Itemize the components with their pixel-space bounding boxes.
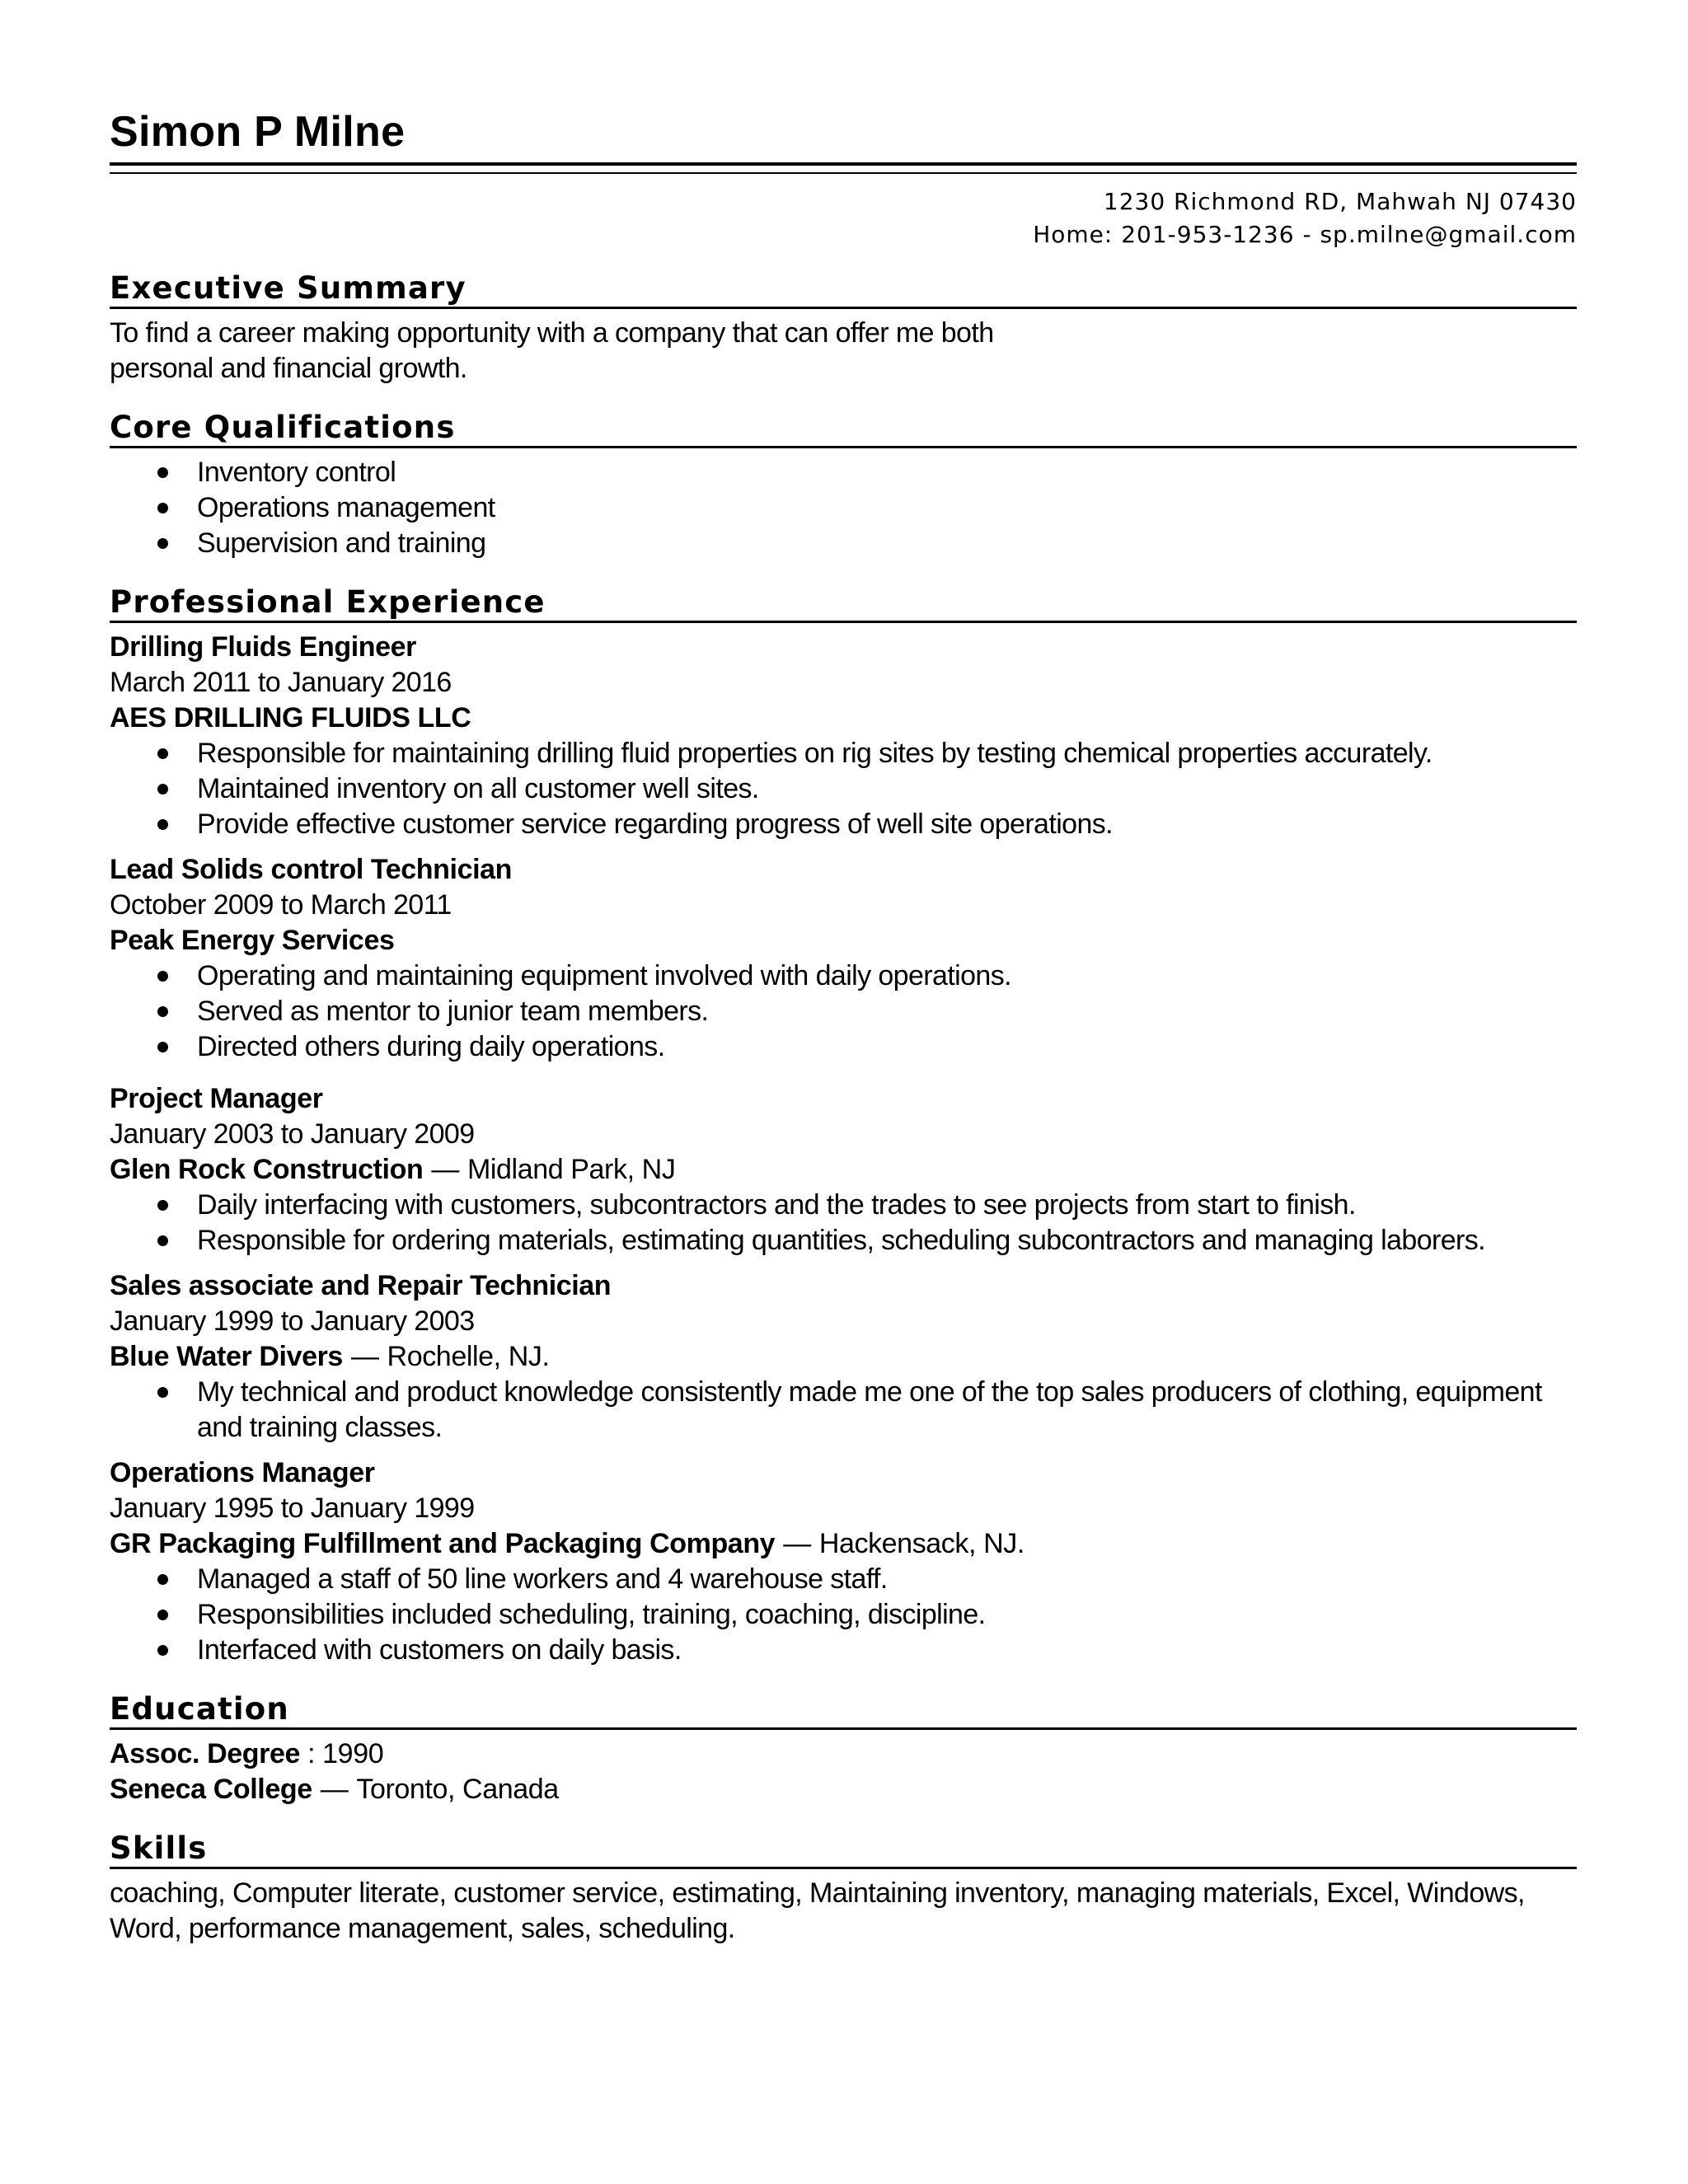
job-company: Blue Water Divers [110, 1341, 343, 1372]
contact-block [1033, 185, 1577, 251]
job-title: Drilling Fluids Engineer [110, 631, 416, 663]
bullet-icon [157, 467, 168, 478]
list-item-text: My technical and product knowledge consistently made me one of the top sales producers of clothing, equipment and training classes. [197, 1376, 1542, 1443]
job-bullets [110, 1188, 1577, 1258]
education-degree: Assoc. Degree [110, 1738, 301, 1769]
list-item [197, 1029, 1577, 1065]
education-heading: Education [110, 1691, 1577, 1730]
bullet-icon [157, 1006, 168, 1017]
education-school-line [110, 1772, 1577, 1807]
job-company-line [110, 1526, 1577, 1562]
job-dates: January 2003 to January 2009 [110, 1118, 475, 1150]
experience-heading: Professional Experience [110, 584, 1577, 623]
job-dates: March 2011 to January 2016 [110, 667, 452, 698]
job-company-line [110, 701, 1577, 736]
job-entry [110, 1081, 1577, 1258]
summary-section [110, 270, 1577, 387]
skills-section [110, 1830, 1577, 1947]
job-company-line [110, 1152, 1577, 1188]
job-company: AES DRILLING FLUIDS LLC [110, 702, 471, 733]
skills-text: coaching, Computer literate, customer service, estimating, Maintaining inventory, managing materials, Excel, Windows, Word, performance management, sales, scheduling. [110, 1877, 1525, 1944]
bullet-icon [157, 1574, 168, 1585]
job-company-dash: — [350, 1341, 379, 1372]
education-degree-separator: : [300, 1738, 323, 1769]
contact-address: 1230 Richmond RD, Mahwah NJ 07430 [1103, 188, 1577, 215]
job-company: Glen Rock Construction [110, 1154, 424, 1185]
education-year: 1990 [322, 1738, 384, 1769]
job-dates: January 1995 to January 1999 [110, 1493, 475, 1524]
list-item-text: Maintained inventory on all customer well sites. [197, 773, 759, 804]
list-item-text: Responsibilities included scheduling, training, coaching, discipline. [197, 1599, 986, 1630]
list-item-text: Operating and maintaining equipment involved with daily operations. [197, 960, 1011, 991]
summary-heading: Executive Summary [110, 270, 1577, 309]
list-item-text: Served as mentor to junior team members. [197, 996, 709, 1027]
job-location: Rochelle, NJ. [387, 1341, 550, 1372]
experience-section [110, 584, 1577, 1668]
list-item [197, 994, 1577, 1029]
bullet-icon [157, 1387, 168, 1398]
list-item-text: Daily interfacing with customers, subcontractors and the trades to see projects from start to finish. [197, 1189, 1356, 1221]
job-location: Hackensack, NJ. [818, 1528, 1025, 1559]
bullet-icon [157, 971, 168, 982]
bullet-icon [157, 538, 168, 549]
bullet-icon [157, 819, 168, 830]
header-rule-thin [110, 172, 1577, 174]
job-bullets [110, 1562, 1577, 1668]
bullet-icon [157, 1645, 168, 1656]
list-item-text: Provide effective customer service regarding progress of well site operations. [197, 808, 1114, 840]
list-item-text: Managed a staff of 50 line workers and 4 warehouse staff. [197, 1563, 888, 1595]
job-entry [110, 630, 1577, 842]
education-degree-line [110, 1736, 1577, 1772]
list-item-text: Inventory control [197, 457, 396, 488]
job-bullets [110, 958, 1577, 1065]
list-item-text: Supervision and training [197, 527, 486, 559]
job-title: Project Manager [110, 1083, 323, 1114]
list-item-text: Interfaced with customers on daily basis. [197, 1634, 682, 1666]
list-item [197, 1188, 1577, 1223]
list-item [197, 1633, 1577, 1668]
education-location: Toronto, Canada [356, 1774, 559, 1805]
qualifications-list [110, 455, 1577, 561]
list-item [197, 771, 1577, 807]
contact-phone-email: Home: 201-953-1236 - sp.milne@gmail.com [1033, 221, 1577, 248]
bullet-icon [157, 503, 168, 513]
education-section [110, 1691, 1577, 1807]
bullet-icon [157, 1235, 168, 1246]
list-item-text: Responsible for ordering materials, estimating quantities, scheduling subcontractors and managing laborers. [197, 1225, 1486, 1256]
bullet-icon [157, 1610, 168, 1620]
job-company-dash: — [783, 1528, 811, 1559]
summary-text: To find a career making opportunity with a company that can offer me both personal and financial growth. [110, 317, 994, 384]
list-item-text: Responsible for maintaining drilling fluid properties on rig sites by testing chemical properties accurately. [197, 738, 1432, 769]
list-item [197, 455, 1577, 490]
job-dates: October 2009 to March 2011 [110, 889, 452, 921]
list-item [197, 490, 1577, 526]
qualifications-section [110, 410, 1577, 561]
qualifications-heading: Core Qualifications [110, 410, 1577, 448]
job-entry [110, 1455, 1577, 1668]
bullet-icon [157, 748, 168, 759]
bullet-icon [157, 1042, 168, 1052]
skills-heading: Skills [110, 1830, 1577, 1869]
job-title: Sales associate and Repair Technician [110, 1270, 612, 1301]
resume-name: Simon P Milne [110, 108, 406, 156]
list-item-text: Directed others during daily operations. [197, 1031, 665, 1062]
list-item [197, 807, 1577, 842]
resume-content [110, 270, 1577, 1970]
job-title: Operations Manager [110, 1457, 375, 1488]
list-item [197, 526, 1577, 561]
education-school: Seneca College [110, 1774, 312, 1805]
job-dates: January 1999 to January 2003 [110, 1305, 475, 1337]
list-item [197, 1562, 1577, 1597]
list-item-text: Operations management [197, 492, 495, 523]
job-location: Midland Park, NJ [467, 1154, 676, 1185]
bullet-icon [157, 1200, 168, 1211]
job-company-dash: — [431, 1154, 459, 1185]
list-item [197, 1223, 1577, 1258]
education-dash: — [320, 1774, 349, 1805]
job-bullets [110, 1375, 1577, 1446]
job-company-line [110, 1339, 1577, 1375]
list-item [197, 1375, 1577, 1446]
job-entry [110, 852, 1577, 1065]
list-item [197, 958, 1577, 994]
job-company-line [110, 923, 1577, 958]
list-item [197, 736, 1577, 771]
job-entry [110, 1268, 1577, 1446]
job-company: Peak Energy Services [110, 925, 395, 956]
job-title: Lead Solids control Technician [110, 854, 513, 885]
bullet-icon [157, 784, 168, 794]
job-bullets [110, 736, 1577, 842]
header-rule-thick [110, 162, 1577, 166]
list-item [197, 1597, 1577, 1633]
job-company: GR Packaging Fulfillment and Packaging Company [110, 1528, 776, 1559]
